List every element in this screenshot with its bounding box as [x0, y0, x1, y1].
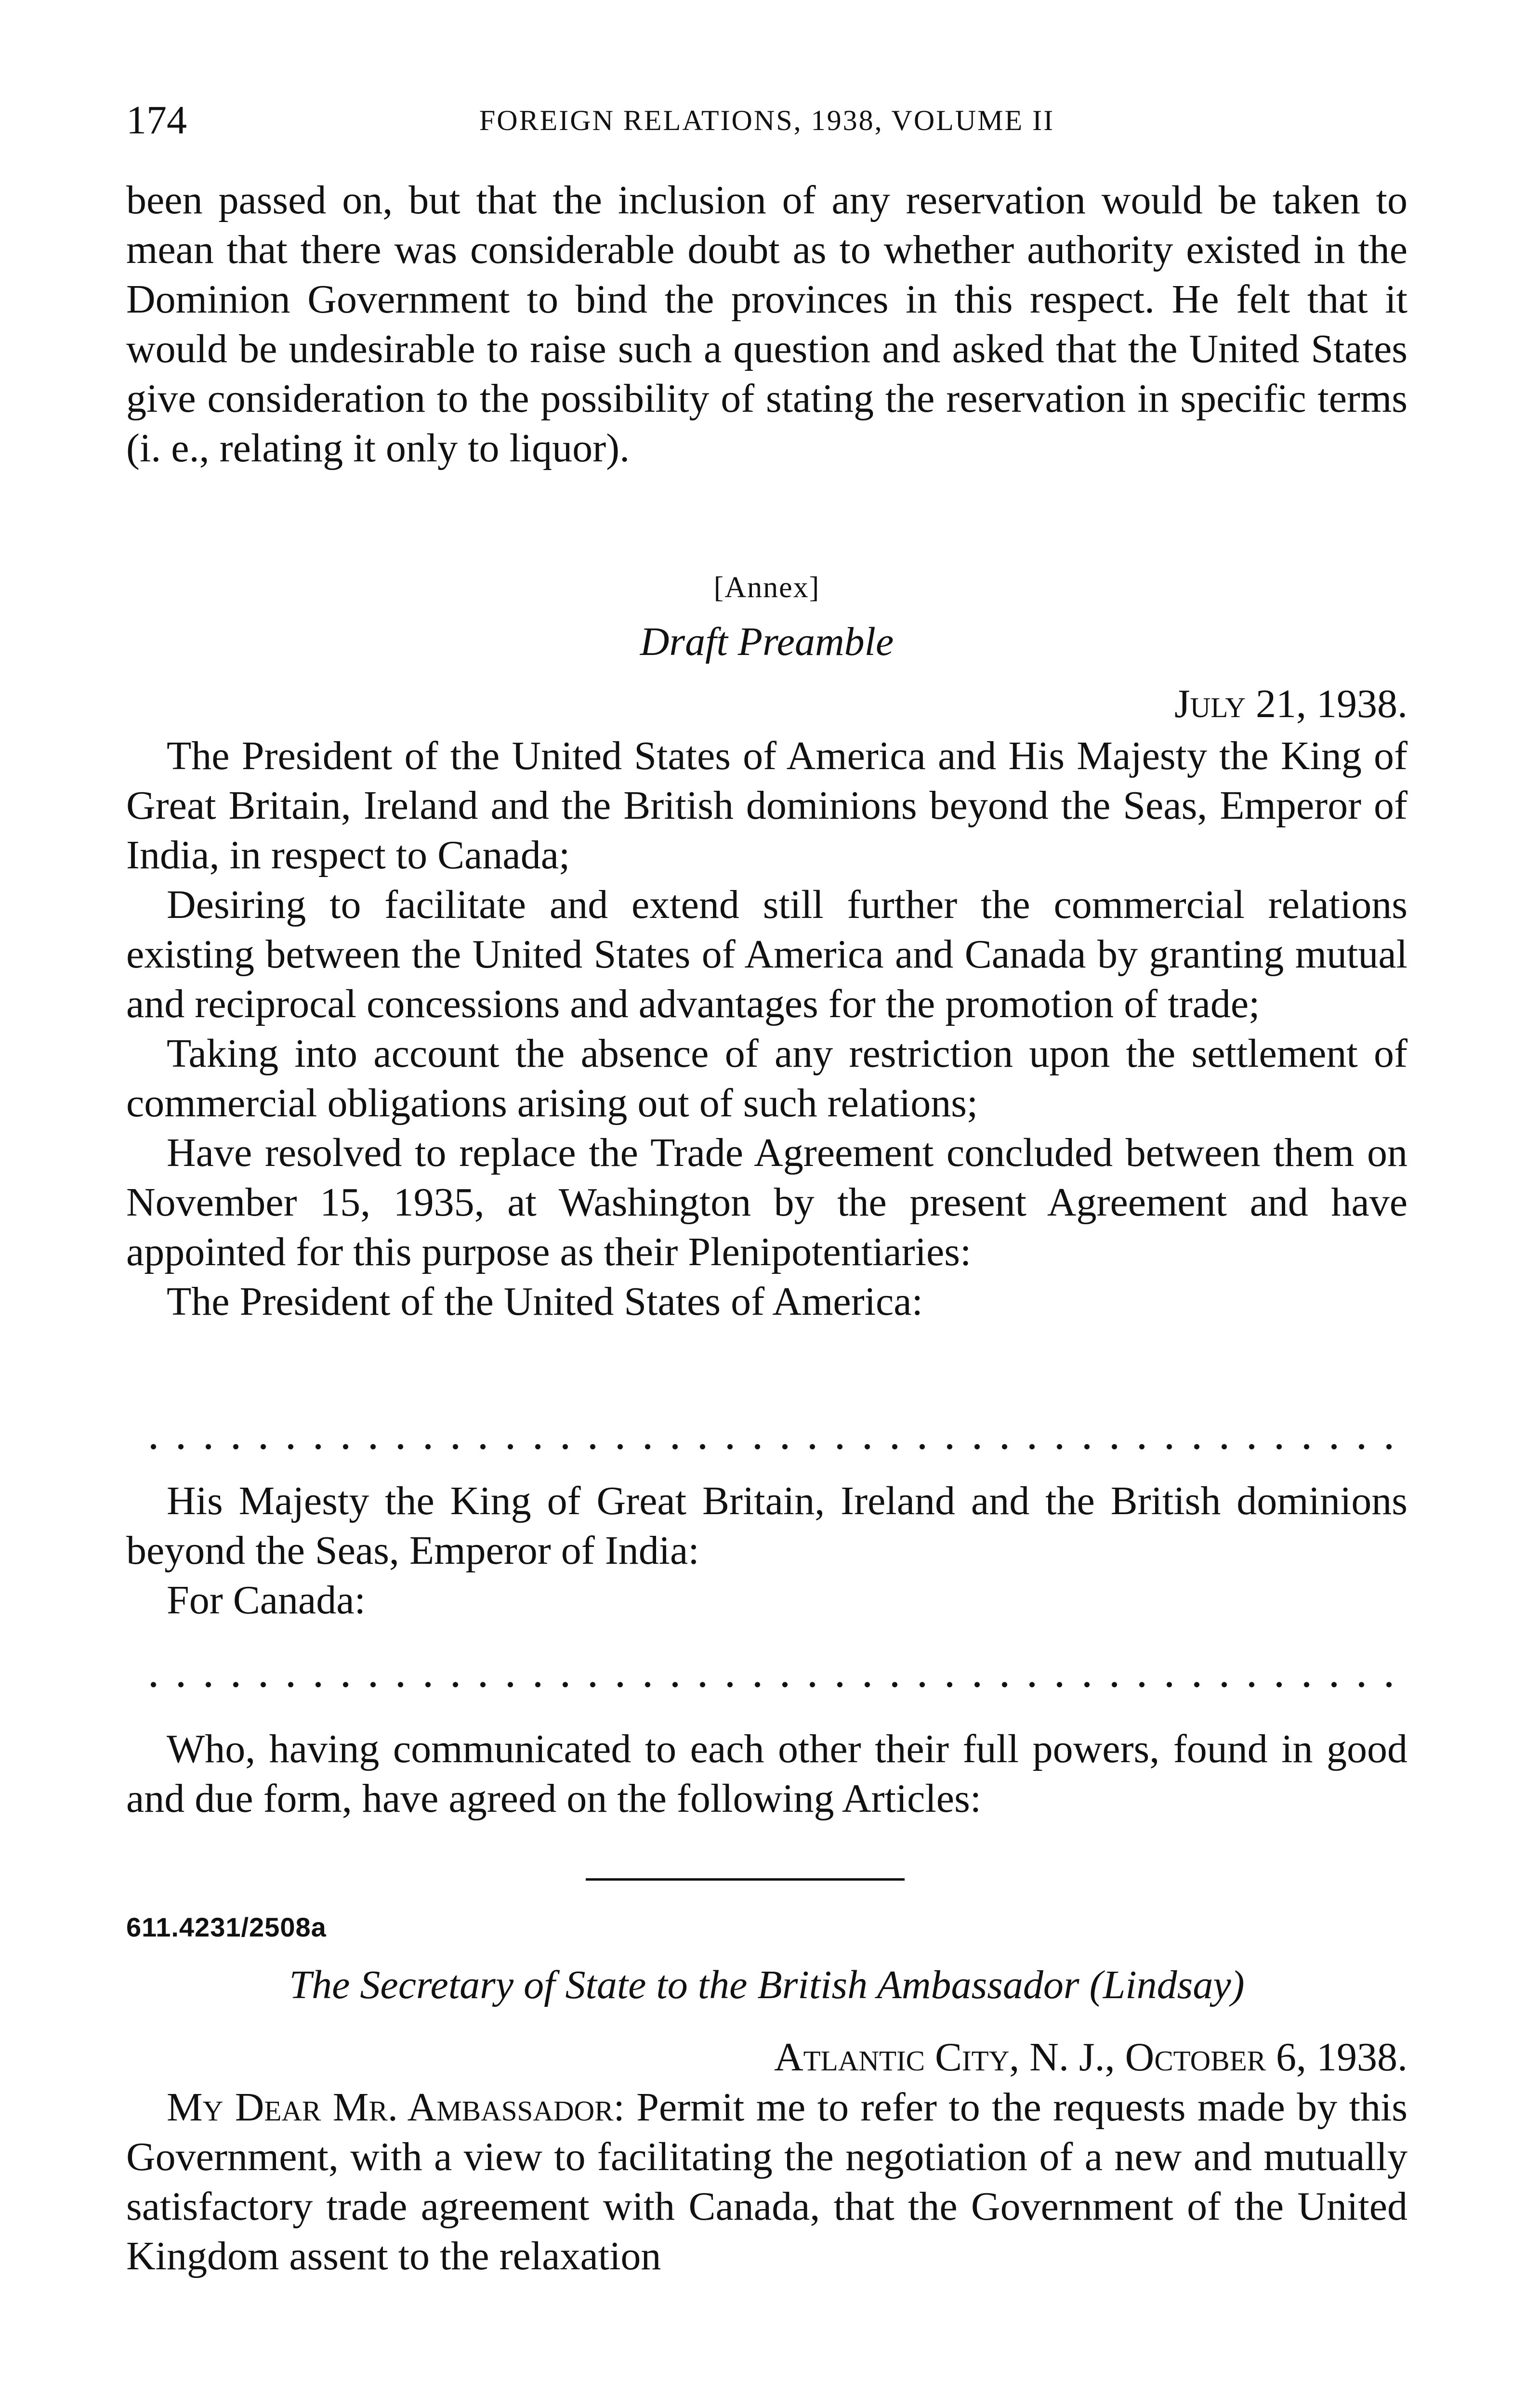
letter-body-text: Permit me to refer to the requests made by this Government, with a view to facilitating the negotiation of a new and mutually satisfactory trade agreement with Canada, that the Government of the United Kingdom assent to the relaxation [126, 2085, 1408, 2278]
salutation: My Dear Mr. Ambassador: [167, 2085, 625, 2130]
closing-paragraph: Who, having communicated to each other their full powers, found in good and due form, have agreed on the following Articles: [126, 1727, 1408, 1821]
for-canada-line: For Canada: [167, 1578, 366, 1623]
continuation-paragraph: been passed on, but that the inclusion of any reservation would be taken to mean that there was considerable doubt as to whether authority existed in the Dominion Government to bind the provinces in this respect. He felt that it would be undesirable to raise such a question and asked that the United States give consideration to the possibility of stating the reservation in specific terms (i. e., relating it only to liquor). [126, 178, 1408, 471]
his-majesty-paragraph: His Majesty the King of Great Britain, Ireland and the British dominions beyond the Seas, Emperor of India: [126, 1479, 1408, 1573]
dot-leader [140, 1682, 1408, 1688]
section-divider-rule [586, 1878, 905, 1881]
annex-label: [Annex] [713, 571, 820, 604]
preamble-paragraph: Have resolved to replace the Trade Agreement concluded between them on November 15, 1935, at Washington by the present Agreement and have appointed for this purpose as their Plenipotentiaries: [126, 1130, 1408, 1274]
preamble-paragraph: The President of the United States of America: [167, 1279, 923, 1324]
document-dateline: Atlantic City, N. J., October 6, 1938. [774, 2035, 1408, 2080]
page-header [126, 96, 1408, 149]
file-number: 611.4231/2508a [126, 1912, 327, 1942]
document-title: The Secretary of State to the British Ambassador (Lindsay) [289, 1963, 1245, 2007]
signature-blank-leader [140, 1682, 1408, 1701]
preamble-body [126, 731, 1408, 1326]
annex-date: July 21, 1938. [1174, 681, 1408, 726]
dot-leader [140, 1444, 1408, 1450]
his-majesty-block [126, 1476, 1408, 1625]
preamble-paragraph: Desiring to facilitate and extend still further the commercial relations existing between the United States of America and Canada by granting mutual and reciprocal concessions and advantages for the promotion of trade; [126, 882, 1408, 1026]
running-head: FOREIGN RELATIONS, 1938, VOLUME II [479, 105, 1055, 136]
annex-title: Draft Preamble [640, 619, 894, 664]
preamble-paragraph: Taking into account the absence of any restriction upon the settlement of commercial obligations arising out of such relations; [126, 1031, 1408, 1125]
page-number: 174 [126, 98, 187, 143]
letter-body [126, 2082, 1408, 2281]
signature-blank-leader [140, 1444, 1408, 1463]
preamble-paragraph: The President of the United States of America and His Majesty the King of Great Britain, Ireland and the British dominions beyond the Seas, Emperor of India, in respect to Canada; [126, 733, 1408, 877]
